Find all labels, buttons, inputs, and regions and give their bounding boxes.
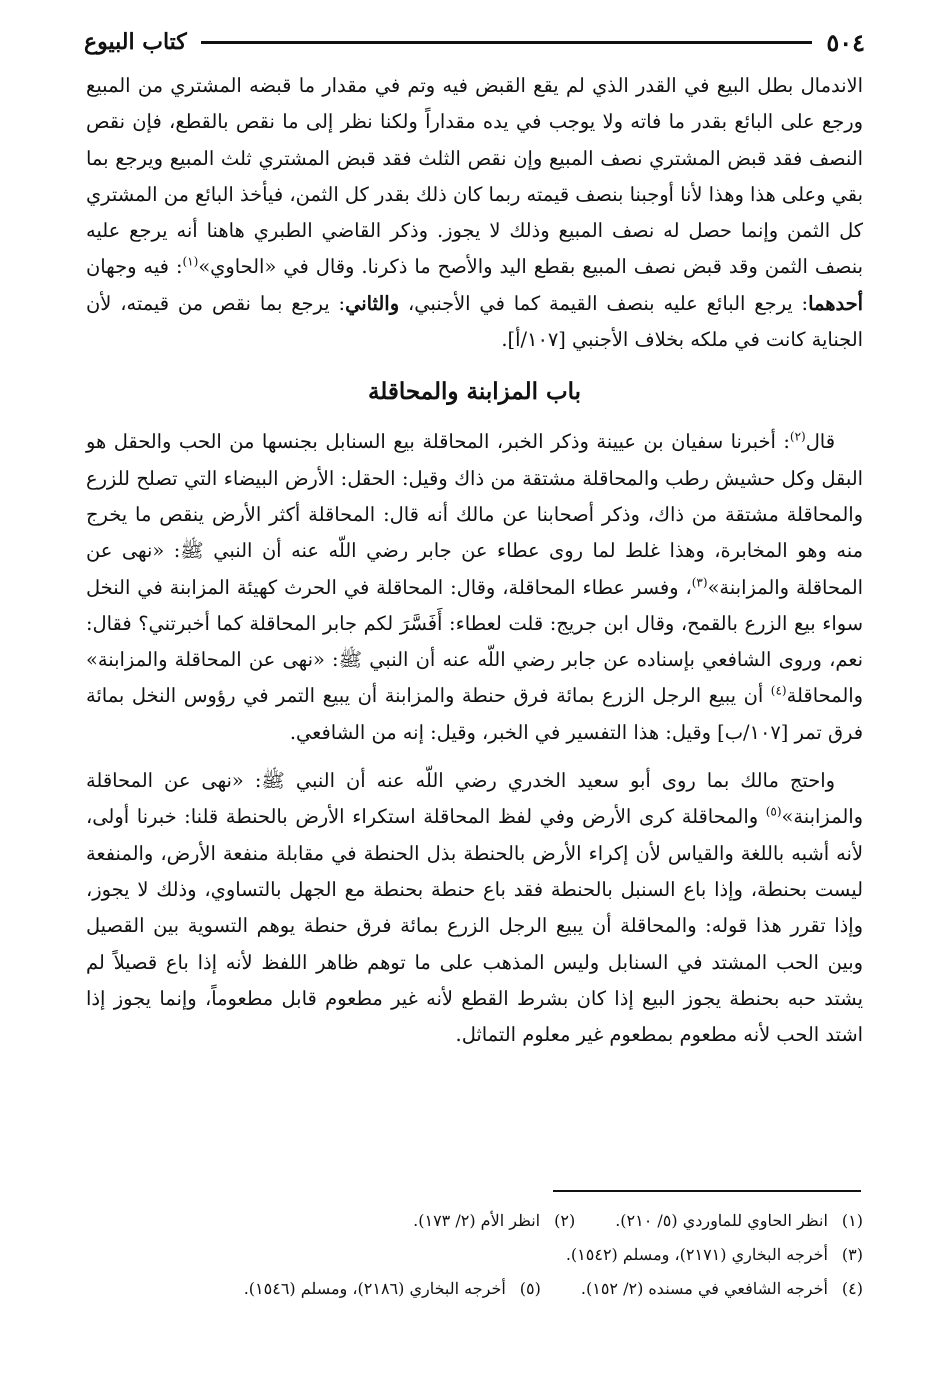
footnote-text: انظر الحاوي للماوردي (٥/ ٢١٠). <box>615 1211 828 1230</box>
footnote-number: (٣) <box>841 1245 863 1264</box>
footnote-ref-2: (٢) <box>789 429 806 444</box>
footnote-5 <box>244 1272 541 1306</box>
footnote-text: أخرجه البخاري (٢١٨٦)، ومسلم (١٥٤٦). <box>243 1279 506 1298</box>
footnote-ref-3: (٣) <box>691 575 708 590</box>
footnote-text: أخرجه الشافعي في مسنده (٢/ ١٥٢). <box>580 1279 828 1298</box>
footnote-separator <box>553 1190 861 1192</box>
footnote-row <box>86 1272 863 1306</box>
text-run: : أخبرنا سفيان بن عيينة وذكر الخبر، المحاقلة بيع السنابل بجنسها من الحب والحقل هو البقل وكل حشيش رطب والمحاقلة مشتقة من ذاك وقيل: الحقل: الأرض البيضاء التي تصلح للزرع والمحاقلة مشتقة من ذاك، وذكر أصحابنا عن مالك أنه قال: المحاقلة أكثر الأرض ينقص ما يخرج منه وهو المخابرة، وهذا غلط لما روى عطاء عن جابر رضي اللّه عنه أن النبي ﷺ: «نهى عن المحاقلة والمزابنة» <box>86 430 863 599</box>
text-run: الاندمال بطل البيع في القدر الذي لم يقع القبض فيه وتم في مقدار ما قبضه المشتري من المبيع ورجع على البائع بقدر ما فاته ولا يوجب في يده مقداراً ولكنا نظر إلى ما نقص بالقطع، فإن نقص النصف فقد قبض المشتري نصف المبيع وإن نقص الثلث فقد قبض المشتري ثلث المبيع ويرجع بما بقي وعلى هذا وهذا لأنا أوجبنا بنصف قيمته ربما كان ذلك بقدر كل الثمن، فيأخذ البائع من المشتري كل الثمن وإنما حصل له نصف المبيع وذلك لا يجوز. وذكر القاضي الطبري هاهنا أنه يرجع عليه بنصف الثمن وقد قبض نصف المبيع بقطع اليد والأصح ما ذكرنا. وقال في «الحاوي» <box>86 74 863 279</box>
footnote-number: (٤) <box>841 1279 863 1298</box>
page-number: ٥٠٤ <box>826 27 865 57</box>
bold-term-first: أحدهما <box>808 291 864 315</box>
paragraph-1 <box>86 68 863 358</box>
text-run: أن يبيع الرجل الزرع بمائة فرق حنطة والمزابنة أن يبيع التمر في رؤوس النخل بمائة فرق تمر [١٠٧/ب] وقيل: هذا التفسير في الخبر، وقيل: إنه من الشافعي. <box>86 684 863 744</box>
header-rule <box>201 41 813 44</box>
book-title: كتاب البيوع <box>84 29 187 55</box>
main-text <box>86 68 863 1053</box>
text-run: قال <box>805 430 835 454</box>
bold-term-second: والثاني <box>345 291 400 315</box>
footnote-text: أخرجه البخاري (٢١٧١)، ومسلم (١٥٤٢). <box>565 1245 828 1264</box>
text-run: ، وفسر عطاء المحاقلة، وقال: المحاقلة في الحرث كهيئة المزابنة في النخل سواء بيع الزرع بالقمح، وقال ابن جريج: قلت لعطاء: أَفَسَّرَ لكم جابر المحاقلة كما أخبرتني؟ فقال: نعم، وروى الشافعي بإسناده عن جابر رضي اللّه عنه أن النبي ﷺ: «نهى عن المحاقلة والمزابنة» والمحاقلة <box>86 575 863 708</box>
footnote-text: انظر الأم (٢/ ١٧٣). <box>413 1211 541 1230</box>
footnote-ref-5: (٥) <box>765 804 782 819</box>
footnote-row <box>86 1238 863 1272</box>
footnotes <box>86 1204 863 1306</box>
footnote-ref-4: (٤) <box>770 683 787 698</box>
footnote-number: (٢) <box>554 1211 576 1230</box>
footnote-number: (٥) <box>519 1279 541 1298</box>
footnote-ref-1: (١) <box>182 255 199 270</box>
footnote-number: (١) <box>841 1211 863 1230</box>
paragraph-3 <box>86 763 863 1053</box>
footnote-2 <box>413 1204 575 1238</box>
section-heading: باب المزابنة والمحاقلة <box>367 378 582 406</box>
paragraph-2 <box>86 424 863 751</box>
text-run: والمحاقلة كرى الأرض وفي لفظ المحاقلة استكراء الأرض بالحنطة قلنا: خبرنا أولى، لأنه أشبه باللغة والقياس لأن إكراء الأرض بالحنطة بذل الحنطة في مقابلة منفعة الأرض، والمنفعة ليست بحنطة، وإذا باع السنبل بالحنطة فقد باع حنطة بحنطة مع الجهل بالتساوي، وذلك لا يجوز، وإذا تقرر هذا قوله: والمحاقلة أن يبيع الرجل الزرع بمائة فرق حنطة يوهم التسوية بين القصيل وبين الحب المشتد في السنابل وليس المذهب على ما توهم ظاهر اللفظ لأنه إذا باع قصيلاً لم يشتد حبه بحنطة يجوز البيع إذا كان بشرط القطع لأنه غير مطعوم قابل مطعوماً، وإنما يجوز إذا اشتد الحب لأنه مطعوم بمطعوم غير معلوم التماثل. <box>86 805 863 1047</box>
footnote-3 <box>566 1238 863 1272</box>
text-run: : يرجع بما نقص من قيمته، لأن الجناية كانت في ملكه بخلاف الأجنبي [١٠٧/أ]. <box>86 291 863 352</box>
text-run: واحتج مالك بما روى أبو سعيد الخدري رضي اللّه عنه أن النبي ﷺ: «نهى عن المحاقلة والمزابنة» <box>86 769 863 829</box>
footnote-4 <box>581 1272 863 1306</box>
text-run: : يرجع البائع عليه بنصف القيمة كما في الأجنبي، <box>399 291 809 315</box>
footnote-row <box>86 1204 863 1238</box>
text-run: : فيه وجهان <box>86 255 183 279</box>
running-header <box>84 22 865 62</box>
footnote-1 <box>615 1204 863 1238</box>
